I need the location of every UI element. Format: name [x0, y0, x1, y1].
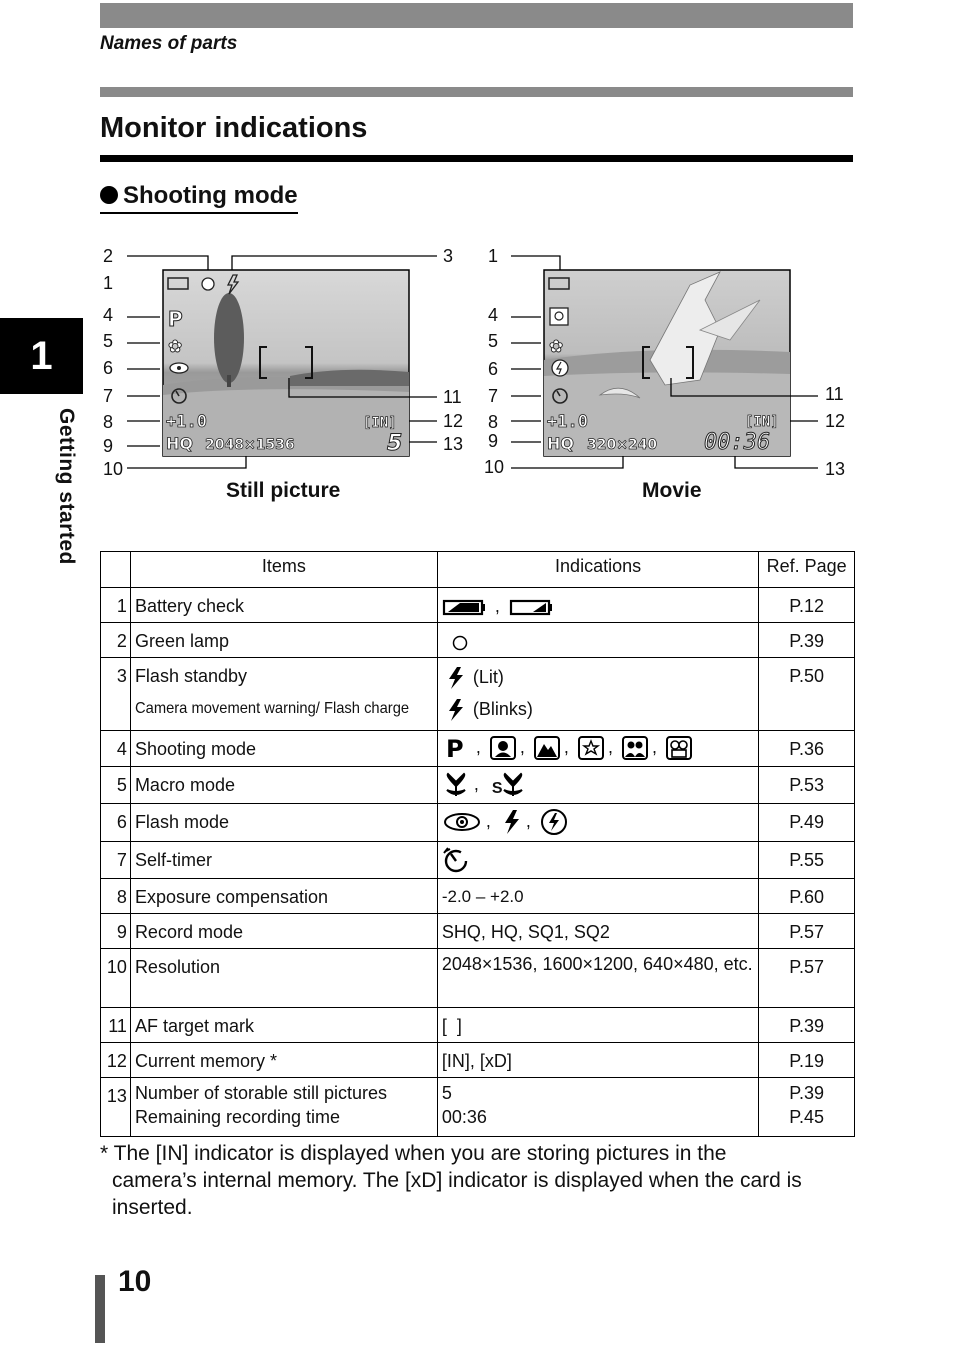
table-row: 4 Shooting mode P , , , , , P.36: [101, 731, 855, 767]
page-title: Monitor indications: [100, 112, 368, 144]
table-row: 13 Number of storable still pictures Remaining recording time 5 00:36 P.39 P.45: [101, 1078, 855, 1137]
table-row: 1 Battery check , P.12: [101, 588, 855, 623]
movie-mode-icon: [666, 736, 692, 760]
table-row: 2 Green lamp P.39: [101, 623, 855, 658]
flash-lit-icon: [442, 666, 468, 690]
svg-text:1: 1: [103, 273, 114, 293]
movie-record-mode-value: HQ: [547, 434, 574, 453]
svg-text:9: 9: [103, 436, 114, 456]
memory-indicator: [IN]: [363, 415, 397, 431]
svg-text:10: 10: [103, 459, 124, 479]
indications-table: [100, 551, 855, 1137]
svg-text:10: 10: [484, 457, 505, 477]
svg-text:12: 12: [443, 411, 464, 431]
svg-text:9: 9: [488, 431, 499, 451]
landscape-mode-icon: [534, 736, 560, 760]
header-items: Items: [130, 552, 437, 588]
header-indications: Indications: [437, 552, 758, 588]
svg-text:5: 5: [103, 331, 114, 351]
svg-text:7: 7: [488, 386, 499, 406]
resolution-value: 2048×1536: [205, 437, 295, 453]
movie-macro-icon: ✿: [549, 337, 564, 357]
table-header-row: [101, 552, 855, 588]
header-ref: Ref. Page: [759, 552, 855, 588]
section-rule-grey: [100, 87, 853, 97]
svg-text:3: 3: [443, 246, 454, 266]
record-mode-value: HQ: [166, 434, 193, 453]
svg-text:6: 6: [103, 358, 114, 378]
svg-text:2: 2: [103, 246, 114, 266]
tree-icon: [214, 293, 244, 383]
self-timer-icon: [442, 847, 470, 873]
movie-caption: Movie: [642, 479, 702, 502]
movie-exposure-value: +1.0: [547, 412, 588, 432]
still-caption: Still picture: [226, 479, 341, 502]
table-row: 8 Exposure compensation -2.0 – +2.0 P.60: [101, 879, 855, 914]
svg-text:7: 7: [103, 386, 114, 406]
remaining-time: 00:36: [704, 430, 771, 455]
page-number-bar: [95, 1275, 105, 1343]
title-rule: [100, 155, 853, 162]
svg-text:1: 1: [488, 246, 499, 266]
exposure-value: +1.0: [166, 412, 207, 432]
still-screen: [163, 270, 409, 456]
svg-text:11: 11: [825, 384, 844, 404]
running-head: Names of parts: [100, 33, 238, 54]
svg-text:P: P: [445, 736, 464, 760]
table-row: 7 Self-timer P.55: [101, 842, 855, 879]
footnote: * The [IN] indicator is displayed when you are storing pictures in the camera’s internal memory. The [xD] indicator is displayed when the card is inserted.: [100, 1142, 802, 1219]
green-lamp-icon: [442, 633, 472, 651]
table-row: 12 Current memory * [IN], [xD] P.19: [101, 1043, 855, 1078]
macro-icon: [442, 772, 470, 798]
svg-text:11: 11: [443, 387, 462, 407]
battery-low-icon: [509, 598, 553, 616]
movie-resolution-value: 320×240: [587, 437, 658, 453]
svg-text:6: 6: [488, 359, 499, 379]
super-macro-icon: S: [488, 772, 526, 798]
top-grey-bar: [100, 3, 853, 28]
fill-in-flash-icon: [500, 809, 522, 835]
svg-text:8: 8: [103, 412, 114, 432]
bullet-icon: [100, 186, 118, 204]
chapter-number: 1: [30, 334, 53, 378]
page-number: 10: [118, 1265, 152, 1298]
svg-text:4: 4: [488, 305, 499, 325]
movie-flash-off-icon: [552, 360, 568, 376]
movie-memory-indicator: [IN]: [745, 414, 779, 430]
redeye-reduction-icon: [442, 810, 482, 834]
svg-text:5: 5: [488, 331, 499, 351]
table-row: 5 Macro mode , S P.53: [101, 767, 855, 804]
night-scene-icon: [578, 736, 604, 760]
subhead: [100, 182, 298, 214]
chapter-label: Getting started: [55, 408, 78, 565]
svg-text:12: 12: [825, 411, 846, 431]
svg-text:13: 13: [443, 434, 464, 454]
svg-text:4: 4: [103, 305, 114, 325]
storable-count: 5: [387, 431, 403, 456]
subhead-text: Shooting mode: [123, 182, 298, 209]
header-num: [101, 552, 131, 588]
flash-blink-icon: [442, 698, 468, 722]
monitor-diagram: [0, 240, 954, 520]
table-row: 9 Record mode SHQ, HQ, SQ1, SQ2 P.57: [101, 914, 855, 949]
table-row: 6 Flash mode , , P.49: [101, 804, 855, 842]
program-p-icon: [442, 736, 472, 760]
svg-text:8: 8: [488, 412, 499, 432]
movie-screen: [544, 270, 790, 456]
program-mode-icon: P: [168, 307, 183, 331]
table-row: 3 Flash standby Camera movement warning/ Flash charge (Lit) (Blinks) P.50: [101, 658, 855, 731]
table-row: 10 Resolution 2048×1536, 1600×1200, 640×480, etc. P.57: [101, 949, 855, 1008]
macro-icon: ✿: [168, 337, 183, 357]
table-row: 11 AF target mark [ ] P.39: [101, 1008, 855, 1043]
battery-full-icon: [442, 598, 486, 616]
self-portrait-icon: [622, 736, 648, 760]
flash-off-icon: [540, 808, 568, 836]
portrait-mode-icon: [490, 736, 516, 760]
green-lamp-icon: [202, 278, 214, 290]
movie-mode-icon: [550, 308, 568, 325]
svg-text:13: 13: [825, 459, 846, 479]
